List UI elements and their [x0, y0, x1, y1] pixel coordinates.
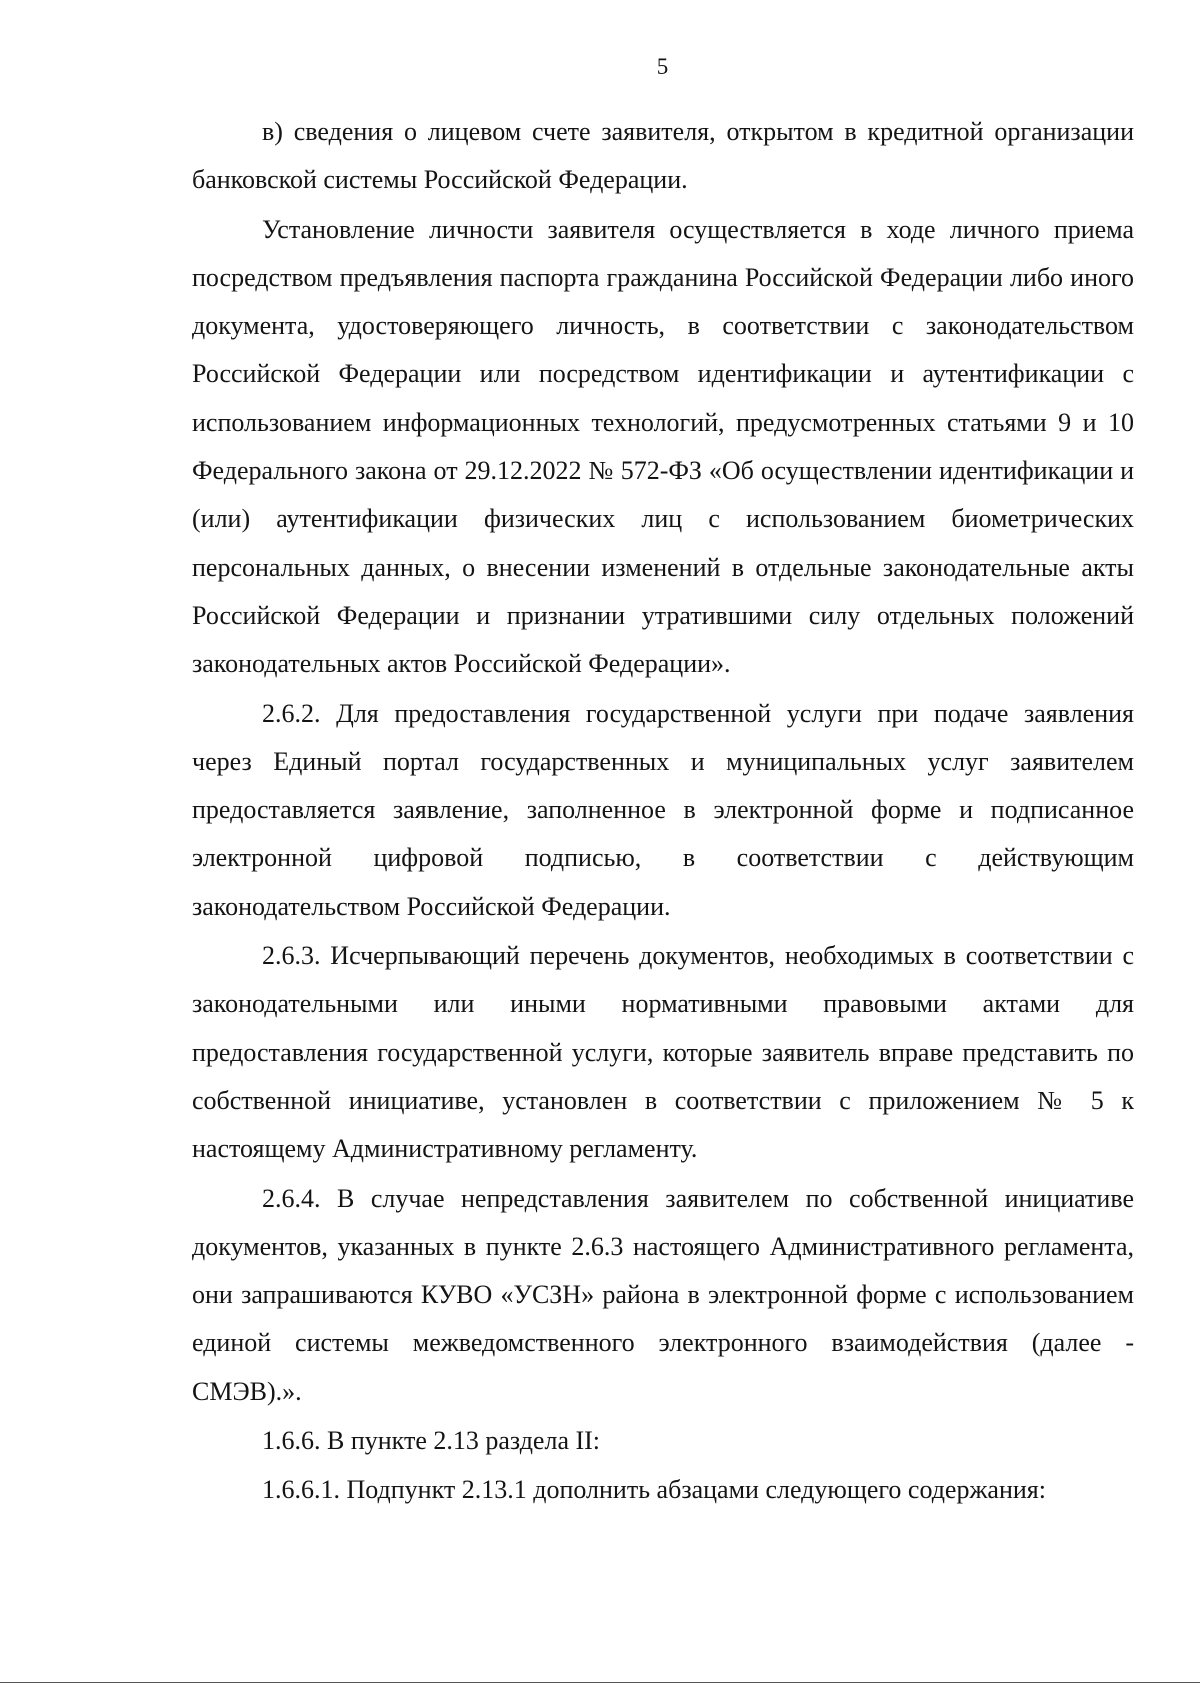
document-body: [192, 108, 1134, 1515]
page-bottom-rule: [0, 1682, 1200, 1683]
paragraph-bank-account: в) сведения о лицевом счете заявителя, открытом в кредитной организации банковской системы Российской Федерации.: [192, 117, 1134, 195]
paragraph-1-6-6-1: 1.6.6.1. Подпункт 2.13.1 дополнить абзацами следующего содержания:: [262, 1475, 1046, 1505]
paragraph-2-6-4: 2.6.4. В случае непредставления заявителем по собственной инициативе документов, указанных в пункте 2.6.3 настоящего Административного регламента, они запрашиваются КУВО «УСЗН» района в электронной форме с использованием единой системы межведомственного электронного взаимодействия (далее - СМЭВ).».: [192, 1183, 1134, 1406]
paragraph-2-6-2: 2.6.2. Для предоставления государственной услуги при подаче заявления через Единый портал государственных и муниципальных услуг заявителем предоставляется заявление, заполненное в электронной форме и подписанное электронной цифровой подписью, в соответствии с действующим законодательством Российской Федерации.: [192, 698, 1134, 921]
paragraph-2-6-3: 2.6.3. Исчерпывающий перечень документов, необходимых в соответствии с законодательными или иными нормативными правовыми актами для предоставления государственной услуги, которые заявитель вправе представить по собственной инициативе, установлен в соответствии с приложением № 5 к настоящему Административному регламенту.: [192, 941, 1134, 1164]
page-number: 5: [656, 54, 669, 79]
paragraph-identity-verification: Установление личности заявителя осуществляется в ходе личного приема посредством предъявления паспорта гражданина Российской Федерации либо иного документа, удостоверяющего личность, в соответствии с законодательством Российской Федерации или посредством идентификации и аутентификации с использованием информационных технологий, предусмотренных статьями 9 и 10 Федерального закона от 29.12.2022 № 572-ФЗ «Об осуществлении идентификации и (или) аутентификации физических лиц с использованием биометрических персональных данных, о внесении изменений в отдельные законодательные акты Российской Федерации и признании утратившими силу отдельных положений законодательных актов Российской Федерации».: [192, 214, 1134, 679]
paragraph-1-6-6: 1.6.6. В пункте 2.13 раздела II:: [262, 1426, 601, 1456]
